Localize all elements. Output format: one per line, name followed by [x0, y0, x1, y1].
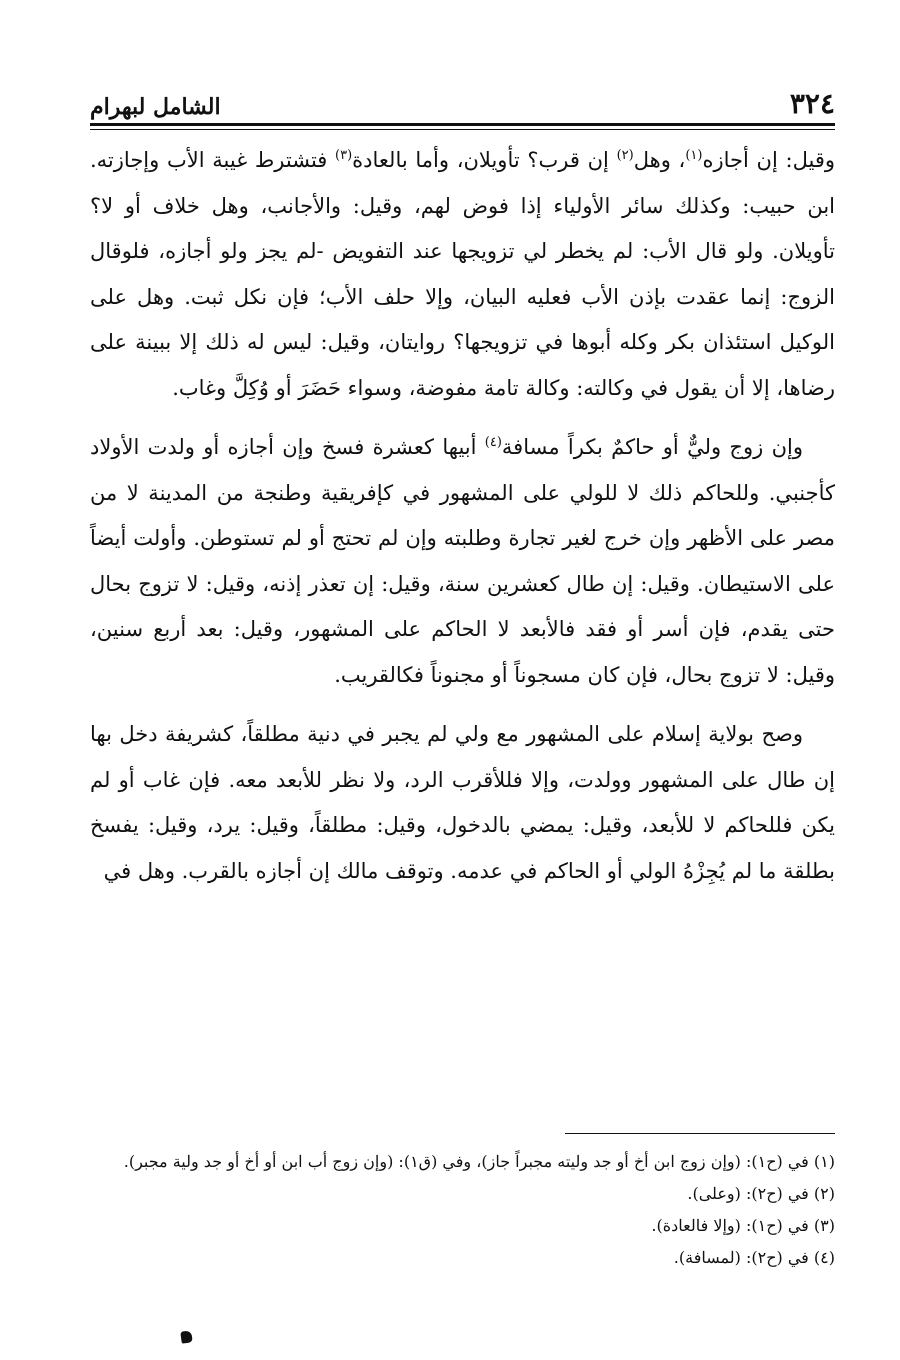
paragraph: [90, 425, 835, 698]
text-run: وقيل: إن أجازه: [702, 148, 835, 172]
text-run: ، وهل: [633, 148, 686, 172]
footnote-ref: (٢): [616, 148, 634, 163]
footnote-separator: [565, 1133, 835, 1134]
footnote: (٣) في (ح١): (وإلا فالعادة).: [651, 1216, 835, 1235]
page-header: [90, 78, 835, 118]
footnote-ref: (١): [685, 148, 703, 163]
footnote: (٤) في (ح٢): (لمسافة).: [673, 1248, 835, 1267]
text-run: أبيها كعشرة فسخ وإن أجازه أو ولدت الأولاد كأجنبي. وللحاكم ذلك لا للولي على المشهور في كإفريقية وطنجة من المدينة لا من مصر على الأظهر وإن خرج لغير تجارة وطلبته وإن لم تحتج أو لم تستوطن. وأولت أيضاً على الاستيطان. وقيل: إن طال كعشرين سنة، وقيل: إن تعذر إذنه، وقيل: لا تزوج بحال حتى يقدم، فإن أسر أو فقد فالأبعد لا الحاكم على المشهور، وقيل: بعد أربع سنين، وقيل: لا تزوج بحال، فإن كان مسجوناً أو مجنوناً فكالقريب.: [90, 435, 835, 687]
footnotes: [90, 1146, 835, 1274]
text-run: إن قرب؟ تأويلان، وأما بالعادة: [352, 148, 617, 172]
page-number: ٣٢٤: [789, 87, 835, 120]
footnote-ref: (٣): [335, 148, 353, 163]
running-title: الشامل لبهرام: [90, 94, 221, 120]
text-run: وصح بولاية إسلام على المشهور مع ولي لم يجبر في دنية مطلقاً، كشريفة دخل بها إن طال على المشهور وولدت، وإلا فللأقرب الرد، ولا نظر للأبعد معه. فإن غاب أو لم يكن فللحاكم لا للأبعد، وقيل: يمضي بالدخول، وقيل: مطلقاً، وقيل: يرد، وقيل: يفسخ بطلقة ما لم يُجِزْهُ الولي أو الحاكم في عدمه. وتوقف مالك إن أجازه بالقرب. وهل في: [90, 722, 835, 883]
footnote: (١) في (ح١): (وإن زوج ابن أخ أو جد وليته مجبراً جاز)، وفي (ق١): (وإن زوج أب ابن أو أخ أو جد ولية مجبر).: [123, 1152, 835, 1171]
main-text: [90, 138, 835, 894]
header-rule: [90, 123, 835, 130]
paragraph: [90, 138, 835, 411]
footnote: (٢) في (ح٢): (وعلى).: [687, 1184, 835, 1203]
footnote-ref: (٤): [484, 435, 502, 450]
text-run: وإن زوج وليٌّ أو حاكمٌ بكراً مسافة: [501, 435, 803, 459]
text-run: فتشترط غيبة الأب وإجازته. ابن حبيب: وكذلك سائر الأولياء إذا فوض لهم، وقيل: والأجانب، وهل خلاف أو لا؟ تأويلان. ولو قال الأب: لم يخطر لي تزويجها عند التفويض -لم يجز ولو أجازه، فلوقال الزوج: إنما عقدت بإذن الأب فعليه البيان، وإلا حلف الأب؛ فإن نكل ثبت. وهل على الوكيل استئذان بكر وكله أبوها في تزويجها؟ روايتان، وقيل: ليس له ذلك إلا ببينة على رضاها، إلا أن يقول في وكالته: وكالة تامة مفوضة، وسواء حَضَرَ أو وُكِلَّ وغاب.: [90, 148, 835, 400]
ink-mark: [180, 1330, 193, 1343]
paragraph: [90, 712, 835, 894]
